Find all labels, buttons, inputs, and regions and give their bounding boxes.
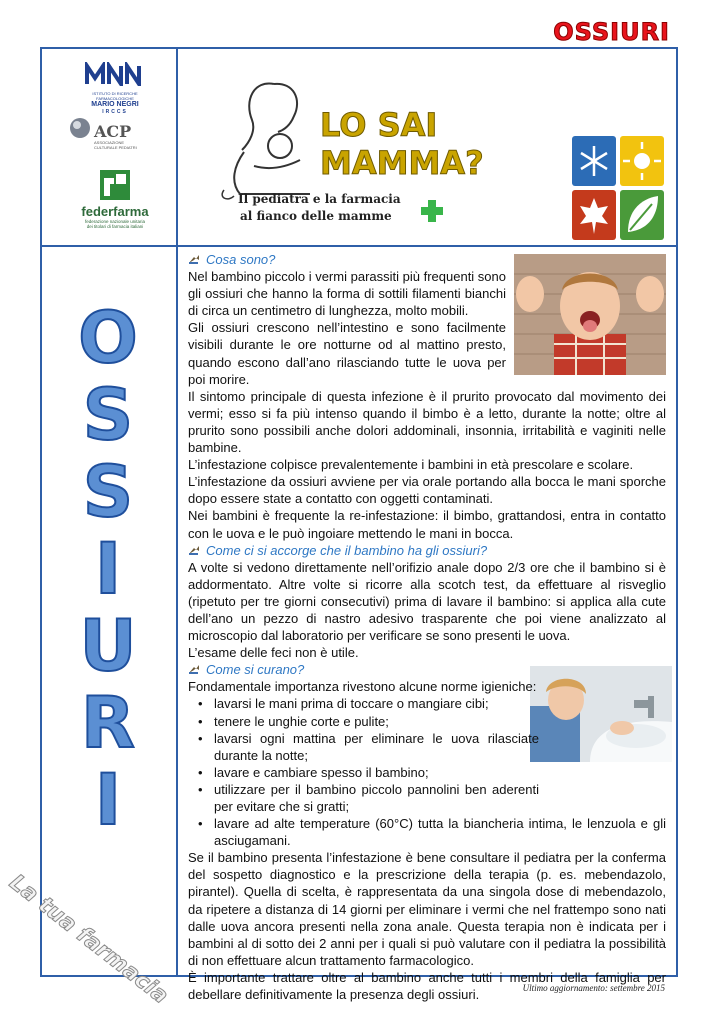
mario-negri-logo (60, 62, 170, 115)
federfarma-mark (100, 170, 130, 200)
sidebar-letter: S (82, 451, 134, 533)
acp-line2: CULTURALE PEDIATRI (94, 145, 137, 150)
section-heading-come-curano (188, 661, 666, 678)
hero-title-line2: MAMMA? (320, 144, 484, 182)
mn-line2: FARMACOLOGICHE (96, 96, 134, 101)
federfarma-line2: dei titolari di farmacia italiani (86, 224, 144, 229)
mn-line1: ISTITUTO DI RICERCHE (92, 91, 138, 96)
sidebar-letter: R (81, 682, 135, 764)
paragraph: Nel bambino piccolo i vermi parassiti più frequenti sono gli ossiuri che hanno la forma di sottili filamenti bianchi di circa un centimetro di lunghezza, molto mobili. (188, 269, 506, 319)
last-updated-note: Ultimo aggiornamento: settembre 2015 (522, 983, 665, 993)
list-item: • lavare e cambiare spesso il bambino; (188, 764, 539, 781)
paragraph: È importante trattare oltre al bambino anche tutti i membri della famiglia per debellare definitivamente la presenza degli ossiuri. (188, 969, 666, 1003)
hero-title-line1: LO SAI (320, 106, 438, 144)
acp-logo-mark (68, 116, 98, 142)
list-item: • lavare ad alte temperature (60°C) tutta la biancheria intima, le lenzuola e gli asciugamani. (188, 815, 666, 849)
federfarma-name: federfarma (81, 204, 149, 219)
sidebar-letter: S (82, 374, 134, 456)
paragraph: A volte si vedono direttamente nell’orifizio anale dopo 2/3 ore che il bambino si è addormentato. Altre volte si ricorre alla scotch test, da effettuare al risveglio (ripetuto per tre giorni consecutivi) prima di lavare il bambino: si applica alla cute dell’ano un pezzo di nastro adesivo trasparente che poi viene analizzato al microscopio dal laboratorio per verificare se sono presenti le uova. (188, 559, 666, 644)
paragraph: L’infestazione da ossiuri avviene per via orale portando alla bocca le mani sporche dopo essere state a contatto con oggetti contaminati. (188, 474, 666, 507)
list-item: • lavarsi le mani prima di toccare o mangiare cibi; (188, 695, 539, 712)
paragraph: Gli ossiuri crescono nell’intestino e sono facilmente visibili durante le ore notturne od al mattino presto, quando escono dall’ano rilasciando tutte le uova per poi morire. (188, 320, 506, 387)
page-title: OSSIURI (553, 18, 670, 46)
sidebar-tagline: La tua farmacia (4, 870, 173, 1009)
sidebar-title-letters (40, 297, 176, 841)
heading-text: Come ci si accorge che il bambino ha gli ossiuri? (206, 542, 488, 558)
federfarma-logo (60, 170, 170, 229)
list-item: • lavarsi ogni mattina per eliminare le uova rilasciate durante la notte; (188, 730, 539, 764)
section-heading-come-accorge (188, 542, 666, 559)
acp-logo (60, 118, 180, 150)
sidebar-letter: I (94, 528, 122, 610)
mn-line3: MARIO NEGRI (91, 101, 139, 108)
mn-logo-mark (85, 62, 145, 86)
list-item: • utilizzare per il bambino piccolo pannolini ben aderenti per evitare che si gratti; (188, 781, 539, 815)
hygiene-list (188, 695, 666, 849)
frame-divider-vertical (176, 47, 178, 977)
sidebar-letter: I (94, 759, 122, 841)
seasons-tile (572, 136, 664, 240)
heading-text: Come si curano? (206, 662, 305, 678)
federfarma-line1: federazione nazionale unitaria (84, 219, 146, 224)
paragraph: Fondamentale importanza rivestono alcune norme igieniche: (188, 679, 537, 695)
frame-divider-horizontal (40, 245, 678, 247)
paragraph: Se il bambino presenta l’infestazione è bene consultare il pediatra per la conferma del sospetto diagnostico e la prescrizione della terapia (p. es. mebendazolo, pirantel). Quella di scelta, è rappresentata da una singola dose di mebendazolo, da ripetere a distanza di 14 giorni per eliminare i vermi che nel frattempo sono nati dalle uova ancora presenti nella zona anale. Questa terapia non è indicata per i bambini al di sotto dei 2 anni per i quali si può valutare con il pediatra la possibilità di non effettuare alcun trattamento farmacologico. (188, 850, 666, 968)
hero-subtitle-line2: al fianco delle mamme (240, 209, 392, 223)
hero-subtitle-line1: Il pediatra e la farmacia (238, 192, 401, 206)
acp-name: ACP (94, 122, 132, 141)
paragraph: Il sintomo principale di questa infezione è il prurito provocato dal movimento dei vermi; esso si fa più intenso quando il bimbo è a letto, durante la notte; oltre al prurito sono possibili anche dolori addominali, insonnia, irritabilità e vaginiti nelle bambine. (188, 388, 666, 456)
mn-line4: IRCCS (102, 109, 128, 115)
sidebar-letter: O (78, 297, 138, 379)
bullet-arrow-icon (188, 253, 200, 265)
paragraph: Nei bambini è frequente la re-infestazione: il bimbo, grattandosi, entra in contatto con le uova e le può ingoiare mettendo le mani in bocca. (188, 508, 666, 541)
acp-line1: ASSOCIAZIONE (94, 140, 125, 145)
bullet-arrow-icon (188, 663, 200, 675)
mother-child-illustration (214, 70, 324, 200)
sidebar-letter: U (79, 605, 137, 687)
article-body (188, 251, 666, 1003)
heading-text: Cosa sono? (206, 252, 276, 267)
lo-sai-mamma-banner (208, 70, 484, 240)
pharmacy-cross-icon (421, 200, 443, 222)
paragraph: L’esame delle feci non è utile. (188, 645, 359, 661)
list-item: • tenere le unghie corte e pulite; (188, 713, 539, 730)
section-heading-cosa-sono (188, 251, 666, 268)
paragraph: L’infestazione colpisce prevalentemente i bambini in età prescolare e scolare. (188, 457, 634, 473)
bullet-arrow-icon (188, 544, 200, 556)
